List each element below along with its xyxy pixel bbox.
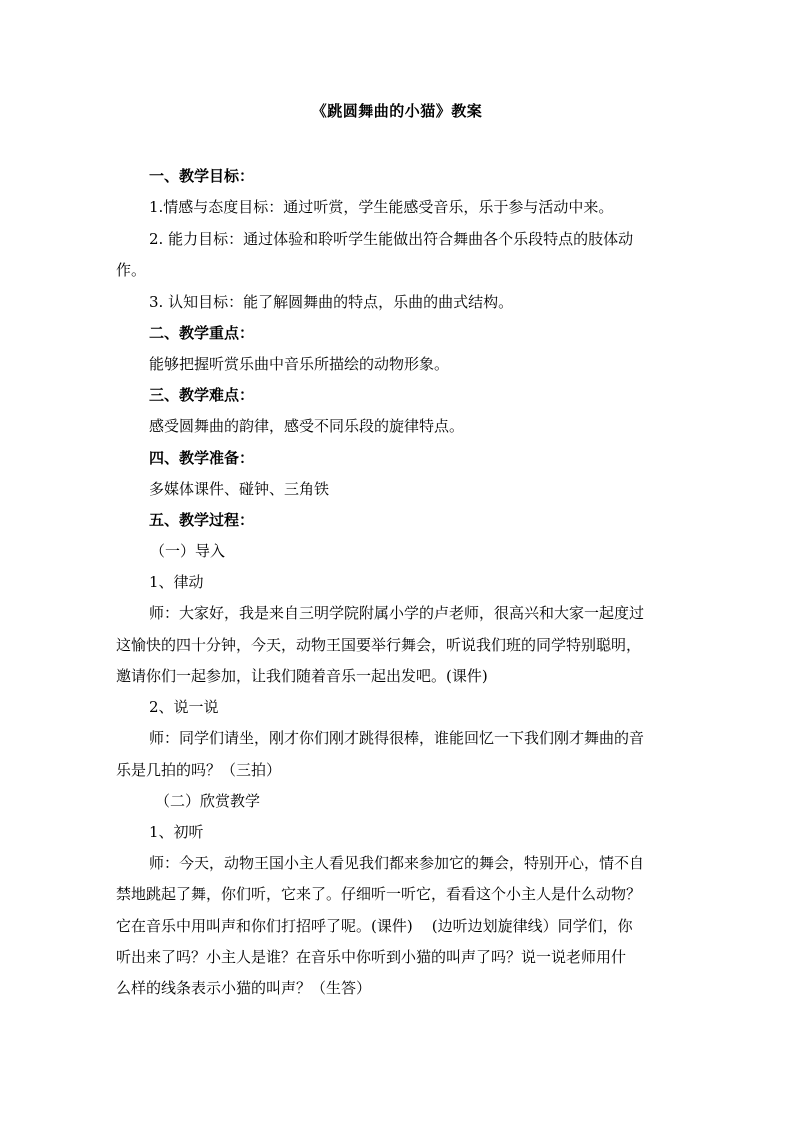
process-paragraph-line: 师：同学们请坐，刚才你们刚才跳得很棒，谁能回忆一下我们刚才舞曲的音 [149,729,645,747]
process-part-1-sub-1: 1、律动 [149,573,204,591]
objective-item-2: 2. 能力目标：通过体验和聆听学生能做出符合舞曲各个乐段特点的肢体动 [149,230,634,248]
process-paragraph-line: 听出来了吗？小主人是谁？在音乐中你听到小猫的叫声了吗？说一说老师用什 [116,948,627,966]
process-paragraph-line: 师：大家好，我是来自三明学院附属小学的卢老师，很高兴和大家一起度过 [149,604,645,622]
process-part-2-heading: （二）欣赏教学 [155,792,261,810]
section-heading-key-points: 二、教学重点： [149,324,255,342]
section-heading-preparation: 四、教学准备： [149,449,255,467]
section-heading-process: 五、教学过程： [149,511,255,529]
process-part-1-sub-2: 2、说一说 [149,698,219,716]
section-heading-objectives: 一、教学目标： [149,167,255,185]
process-paragraph-line: 禁地跳起了舞，你们听，它来了。仔细听一听它，看看这个小主人是什么动物？ [116,885,642,903]
process-paragraph-line: 么样的线条表示小猫的叫声？（生答） [116,979,372,997]
process-paragraph-line: 乐是几拍的吗？（三拍） [116,761,282,779]
process-paragraph-line: 它在音乐中用叫声和你们打招呼了呢。(课件) (边听边划旋律线）同学们，你 [116,917,633,935]
preparation-text: 多媒体课件、碰钟、三角铁 [149,480,330,498]
process-paragraph-line: 师：今天，动物王国小主人看见我们都来参加它的舞会，特别开心，情不自 [149,854,645,872]
objective-item-2-continued: 作。 [116,261,147,279]
section-heading-difficulties: 三、教学难点： [149,386,255,404]
document-title: 《跳圆舞曲的小猫》教案 [311,102,483,120]
objective-item-3: 3. 认知目标：能了解圆舞曲的特点，乐曲的曲式结构。 [149,293,514,311]
difficulties-text: 感受圆舞曲的韵律，感受不同乐段的旋律特点。 [149,417,465,435]
key-points-text: 能够把握听赏乐曲中音乐所描绘的动物形象。 [149,355,450,373]
objective-item-1: 1.情感与态度目标：通过听赏，学生能感受音乐，乐于参与活动中来。 [149,198,614,216]
process-paragraph-line: 邀请你们一起参加，让我们随着音乐一起出发吧。(课件) [116,667,488,685]
process-paragraph-line: 这愉快的四十分钟，今天，动物王国要举行舞会，听说我们班的同学特别聪明， [116,636,642,654]
process-part-2-sub-1: 1、初听 [149,823,204,841]
process-part-1-heading: （一）导入 [150,542,226,560]
